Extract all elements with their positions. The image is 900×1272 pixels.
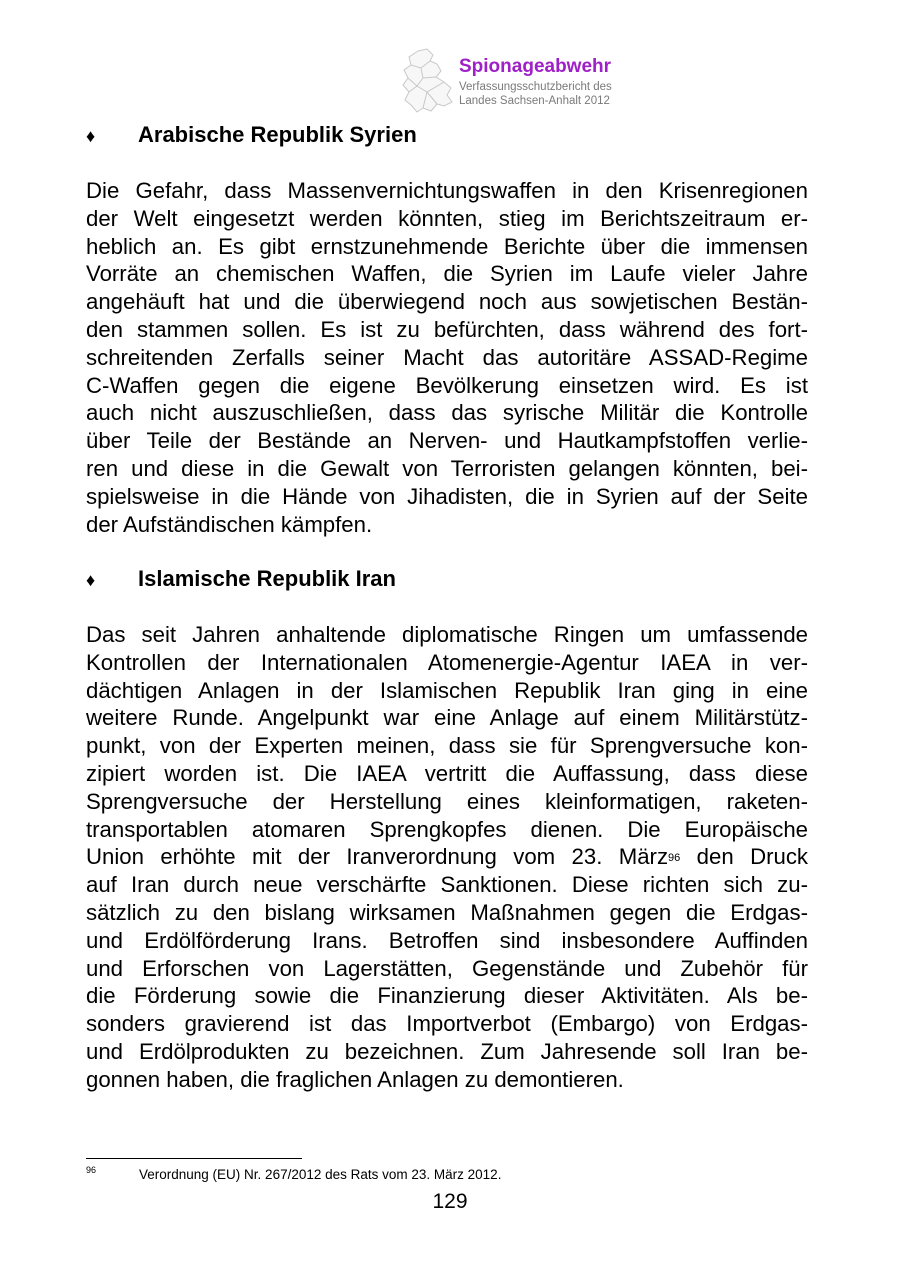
text-line: ren und diese in die Gewalt von Terroristen gelangen könnten, bei- [86, 455, 808, 481]
text-line: transportablen atomaren Sprengkopfes dienen. Die Europäische [86, 816, 808, 842]
text-line: der Aufständischen kämpfen. [86, 511, 373, 537]
paragraph-syrien [86, 177, 808, 538]
text-line: den stammen sollen. Es ist zu befürchten, dass während des fort- [86, 316, 808, 342]
page-header [400, 48, 700, 118]
text-line: auf Iran durch neue verschärfte Sanktionen. Diese richten sich zu- [86, 872, 808, 898]
header-subtitle-line-2: Landes Sachsen-Anhalt 2012 [459, 95, 610, 107]
text-line: Vorräte an chemischen Waffen, die Syrien im Laufe vieler Jahre [86, 261, 808, 287]
section-heading-text: Islamische Republik Iran [138, 566, 396, 591]
header-subtitle [459, 80, 612, 108]
text-line: gonnen haben, die fraglichen Anlagen zu demontieren. [86, 1066, 624, 1092]
text-line: Die Gefahr, dass Massenvernichtungswaffen in den Krisenregionen [86, 178, 808, 203]
text-line: und Erdölförderung Irans. Betroffen sind insbesondere Auffinden [86, 927, 808, 953]
text-line: und Erdölprodukten zu bezeichnen. Zum Jahresende soll Iran be- [86, 1038, 808, 1064]
text-line: über Teile der Bestände an Nerven- und Hautkampfstoffen verlie- [86, 428, 808, 454]
text-line: schreitenden Zerfalls seiner Macht das autoritäre ASSAD-Regime [86, 344, 808, 370]
text-line: auch nicht auszuschließen, dass das syrische Militär die Kontrolle [86, 400, 808, 426]
diamond-bullet-icon: ♦ [86, 126, 96, 146]
footnote-text: Verordnung (EU) Nr. 267/2012 des Rats vom 23. März 2012. [139, 1167, 502, 1182]
header-title: Spionageabwehr [459, 56, 612, 77]
text-line: der Welt eingesetzt werden könnten, stieg im Berichtszeitraum er- [86, 205, 808, 231]
text-line: spielsweise in die Hände von Jihadisten, die in Syrien auf der Seite [86, 483, 808, 509]
text-line: punkt, von der Experten meinen, dass sie für Sprengversuche kon- [86, 733, 808, 759]
diamond-bullet-icon: ♦ [86, 570, 96, 590]
text-segment: den Druck [680, 844, 809, 870]
text-line-with-footnote [86, 843, 808, 871]
text-line: weitere Runde. Angelpunkt war eine Anlage auf einem Militärstütz- [86, 705, 808, 731]
text-line: sonders gravierend ist das Importverbot (Embargo) von Erdgas- [86, 1011, 808, 1037]
paragraph-iran [86, 621, 808, 1094]
footnote-reference: 96 [668, 852, 681, 865]
page-number: 129 [432, 1190, 468, 1213]
text-line: heblich an. Es gibt ernstzunehmende Berichte über die immensen [86, 233, 808, 259]
text-line: C-Waffen gegen die eigene Bevölkerung einsetzen wird. Es ist [86, 372, 808, 398]
text-line: die Förderung sowie die Finanzierung dieser Aktivitäten. Als be- [86, 983, 808, 1009]
text-line: Kontrollen der Internationalen Atomenergie-Agentur IAEA in ver- [86, 649, 808, 675]
saxony-anhalt-map-icon [400, 48, 455, 114]
section-heading-iran [86, 566, 396, 592]
text-line: Das seit Jahren anhaltende diplomatische Ringen um umfassende [86, 622, 808, 647]
text-line: Sprengversuche der Herstellung eines kleinformatigen, raketen- [86, 788, 808, 814]
text-line: sätzlich zu den bislang wirksamen Maßnahmen gegen die Erdgas- [86, 899, 808, 925]
footnote-number: 96 [86, 1165, 97, 1175]
text-segment: Union erhöhte mit der Iranverordnung vom 23. März [86, 844, 669, 870]
text-line: dächtigen Anlagen in der Islamischen Republik Iran ging in eine [86, 677, 808, 703]
text-line: und Erforschen von Lagerstätten, Gegenstände und Zubehör für [86, 955, 808, 981]
header-subtitle-line-1: Verfassungsschutzbericht des [459, 81, 612, 93]
text-line: zipiert worden ist. Die IAEA vertritt die Auffassung, dass diese [86, 760, 808, 786]
text-line: angehäuft hat und die überwiegend noch aus sowjetischen Bestän- [86, 289, 808, 315]
section-heading-syrien [86, 122, 417, 148]
section-heading-text: Arabische Republik Syrien [138, 122, 417, 147]
footnote-divider [86, 1158, 302, 1159]
